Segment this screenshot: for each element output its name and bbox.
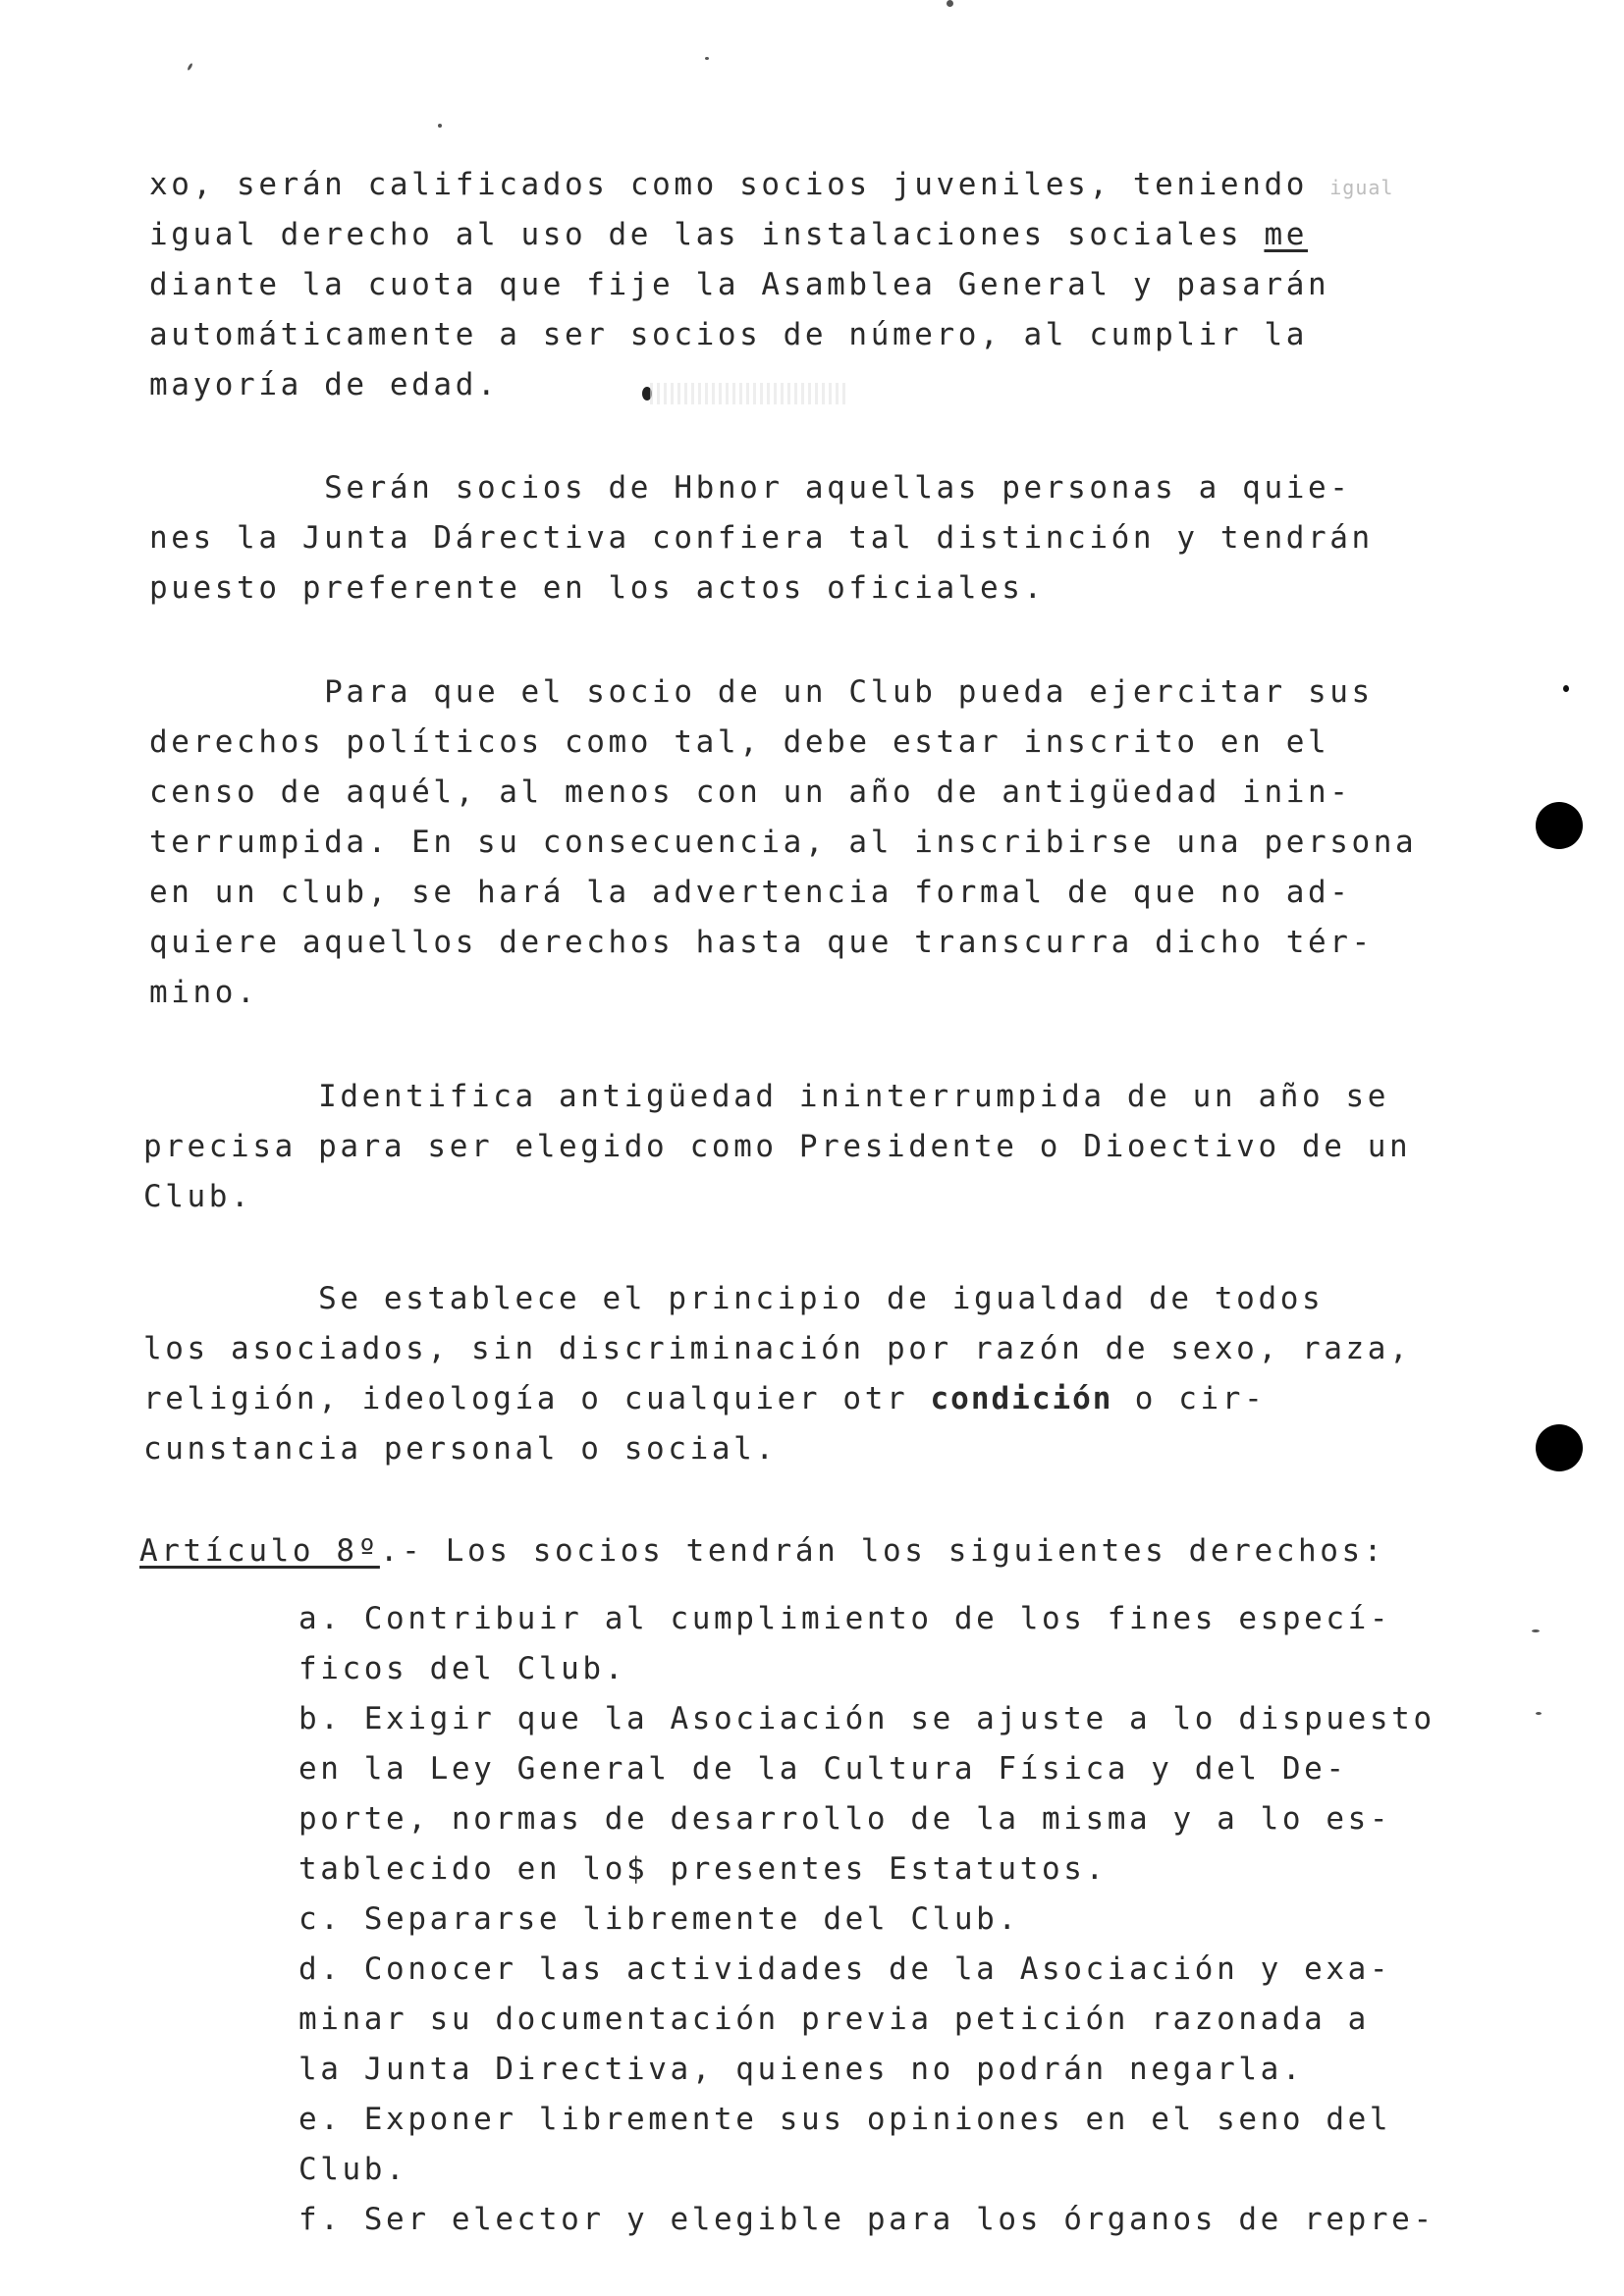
text-line: [149, 868, 1417, 918]
text-faint: igual: [1329, 176, 1394, 199]
scan-speck: [187, 63, 193, 71]
text-line: [149, 768, 1417, 818]
paragraph-socios-honor: [149, 463, 1374, 614]
text-segment: tablecido en lo$ presentes Estatutos.: [298, 1851, 1108, 1887]
binder-hole: [1536, 1424, 1583, 1471]
text-line: [149, 563, 1374, 614]
text-segment: f. Ser elector y elegible para los órganos de repre-: [298, 2202, 1435, 2237]
binder-hole: [1536, 802, 1583, 849]
article-8-rights-list: [298, 1594, 1435, 2245]
text-segment: Club.: [143, 1179, 253, 1214]
text-line: [143, 1072, 1411, 1122]
list-item-line: [298, 1844, 1435, 1895]
text-segment: diante la cuota que fije la Asamblea General y pasarán: [149, 267, 1330, 302]
scan-speck: [705, 57, 709, 60]
text-u: me: [1264, 217, 1308, 252]
text-segment: mino.: [149, 975, 259, 1010]
text-segment: en un club, se hará la advertencia formal de que no ad-: [149, 875, 1352, 910]
text-segment: la Junta Directiva, quienes no podrán negarla.: [298, 2052, 1305, 2087]
text-u: Artículo 8º: [139, 1533, 380, 1569]
text-segment: a. Contribuir al cumplimiento de los fines especí-: [298, 1601, 1392, 1636]
text-segment: d. Conocer las actividades de la Asociación y exa-: [298, 1951, 1392, 1987]
text-line: [143, 1274, 1411, 1324]
text-segment: terrumpida. En su consecuencia, al inscribirse una persona: [149, 825, 1418, 860]
text-segment: e. Exponer libremente sus opiniones en el seno del: [298, 2102, 1392, 2137]
text-segment: como socios juveniles, teniendo: [629, 167, 1330, 202]
text-line: [149, 513, 1374, 563]
text-line: [143, 1172, 1411, 1222]
text-segment: derechos políticos como tal, debe estar inscrito en el: [149, 724, 1330, 760]
text-segment: minar su documentación previa petición razonada a: [298, 2002, 1370, 2037]
text-segment: b. Exigir que la Asociación se ajuste a lo dispuesto: [298, 1701, 1435, 1736]
text-segment: puesto preferente en los actos oficiales.: [149, 570, 1046, 606]
text-b: condición: [930, 1381, 1113, 1416]
text-segment: Serán socios de Hbnor aquellas personas a quie-: [149, 470, 1352, 506]
text-line: [149, 718, 1417, 768]
list-item-line: [298, 1644, 1435, 1694]
list-item-line: [298, 2145, 1435, 2195]
paragraph-socios-juveniles: [149, 160, 1393, 410]
text-segment: igual derecho al uso de las instalaciones sociales: [149, 217, 1265, 252]
text-line: [149, 160, 1393, 210]
scan-speck: [1532, 1629, 1540, 1632]
text-segment: c. Separarse libremente del Club.: [298, 1901, 1020, 1937]
text-line: [149, 918, 1417, 968]
list-item-line: [298, 1945, 1435, 1995]
text-segment: .- Los socios tendrán los siguientes derechos:: [379, 1533, 1386, 1569]
text-line: [143, 1122, 1411, 1172]
text-segment: en la Ley General de la Cultura Física y del De-: [298, 1751, 1348, 1787]
text-segment: Se establece el principio de igualdad de todos: [143, 1281, 1325, 1316]
text-line: [149, 818, 1417, 868]
paragraph-igualdad: [143, 1274, 1411, 1474]
text-segment: Identifica antigüedad ininterrumpida de un año se: [143, 1079, 1390, 1114]
text-line: [149, 463, 1374, 513]
list-item-line: [298, 2095, 1435, 2145]
text-line: [143, 1324, 1411, 1374]
text-line: [149, 210, 1393, 260]
text-segment: xo, serán calificados: [149, 167, 630, 202]
text-segment: Club.: [298, 2152, 408, 2187]
text-line: [149, 667, 1417, 718]
paragraph-derechos-politicos: [149, 667, 1417, 1018]
text-line: [143, 1424, 1411, 1474]
list-item-line: [298, 1694, 1435, 1744]
text-segment: cunstancia personal o social.: [143, 1431, 778, 1467]
paragraph-antiguedad: [143, 1072, 1411, 1222]
text-line: [149, 260, 1393, 310]
list-item-line: [298, 1794, 1435, 1844]
text-line: [149, 310, 1393, 360]
text-segment: automáticamente a ser socios de número, al cumplir la: [149, 317, 1308, 352]
text-segment: censo de aquél, al menos con un año de antigüedad inin-: [149, 774, 1352, 810]
text-segment: mayoría de edad.: [149, 367, 500, 402]
scan-speck: [1536, 1712, 1542, 1715]
text-segment: nes la Junta Dárectiva confiera tal distinción y tendrán: [149, 520, 1374, 556]
list-item-line: [298, 1744, 1435, 1794]
text-segment: los asociados, sin discriminación por razón de sexo, raza,: [143, 1331, 1412, 1366]
scan-speck: [947, 0, 953, 7]
list-item-line: [298, 2195, 1435, 2245]
text-segment: religión, ideología o cualquier otr: [143, 1381, 931, 1416]
text-line: [149, 968, 1417, 1018]
article-8-heading: [139, 1526, 1385, 1576]
list-item-line: [298, 1594, 1435, 1644]
list-item-line: [298, 2045, 1435, 2095]
text-segment: precisa para ser elegido como Presidente o Dioectivo de un: [143, 1129, 1412, 1164]
text-segment: Para que el socio de un Club pueda ejercitar sus: [149, 674, 1374, 710]
scan-speck: [438, 124, 442, 128]
text-segment: porte, normas de desarrollo de la misma y a lo es-: [298, 1801, 1392, 1837]
text-segment: quiere aquellos derechos hasta que transcurra dicho tér-: [149, 925, 1374, 960]
scan-speck: [1563, 685, 1569, 692]
list-item-line: [298, 1895, 1435, 1945]
text-line: [143, 1374, 1411, 1424]
text-segment: ficos del Club.: [298, 1651, 626, 1686]
text-line: [139, 1526, 1385, 1576]
text-segment: o cir-: [1112, 1381, 1267, 1416]
text-line: [149, 360, 1393, 410]
list-item-line: [298, 1995, 1435, 2045]
